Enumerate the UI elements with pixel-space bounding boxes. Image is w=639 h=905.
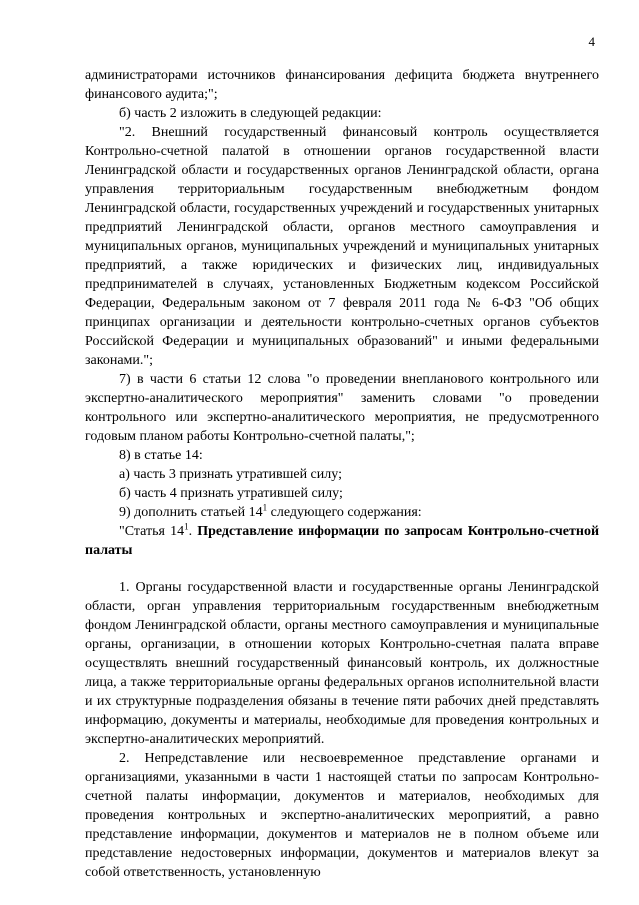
document-body [85,66,599,882]
paragraph-item-9 [85,503,599,522]
page-number: 4 [588,34,595,49]
article-dot: . [188,524,198,539]
article-prefix: "Статья 14 [119,524,185,539]
item-9-text: 9) дополнить статьей 14 [119,505,263,520]
paragraph-item-8b: б) часть 4 признать утратившей силу; [119,486,343,501]
paragraph-item-7: 7) в части 6 статьи 12 слова "о проведении внепланового контрольного или экспертно-аналитического мероприятия" заменить словами "о проведении контрольного или экспертно-аналитического мероприятия, не предусмотренного годовым планом работы Контрольно-счетной палаты,"; [85,372,599,444]
paragraph-continuation: администраторами источников финансирования дефицита бюджета внутреннего финансового аудита;"; [85,68,599,102]
paragraph-article-part-1: 1. Органы государственной власти и государственные органы Ленинградской области, орган управления территориальным государственным внебюджетным фондом Ленинградской области, органы местного самоуправления и муниципальные органы, организации, в отношении которых Контрольно-счетная палата вправе осуществлять внешний государственный финансовый контроль, их должностные лица, а также территориальные органы федеральных органов исполнительной власти и их структурные подразделения обязаны в течение пяти рабочих дней представлять информацию, документы и материалы, необходимые для проведения контрольных и экспертно-аналитических мероприятий. [85,580,599,747]
item-9-tail: следующего содержания: [267,505,422,520]
paragraph-item-8a: а) часть 3 признать утратившей силу; [119,467,342,482]
paragraph-item-8: 8) в статье 14: [119,448,203,463]
paragraph-article-part-2: 2. Непредставление или несвоевременное представление органами и организациями, указанными в части 1 настоящей статьи по запросам Контрольно-счетной палаты информации, документов и материалов, необходимых для проведения контрольных и экспертно-аналитических мероприятий, а равно представление информации, документов и материалов не в полном объеме или представление недостоверных информации, документов и материалов влекут за собой ответственность, установленную [85,751,599,880]
item-9-superscript: 1 [262,502,268,513]
article-superscript: 1 [184,521,189,532]
spacer [85,560,599,578]
article-title: Представление информации по запросам Контрольно-счетной палаты [85,524,600,558]
article-heading [85,522,599,560]
paragraph-part-2-text: "2. Внешний государственный финансовый контроль осуществляется Контрольно-счетной палатой в отношении органов государственной власти Ленинградской области и государственных органов Ленинградской области, органа управления территориальным государственным внебюджетным фондом Ленинградской области, государственных учреждений и государственных унитарных предприятий Ленинградской области, органов местного самоуправления и муниципальных органов, муниципальных учреждений и муниципальных унитарных предприятий, а также юридических и физических лиц, индивидуальных предпринимателей в случаях, установленных Бюджетным кодексом Российской Федерации, Федеральным законом от 7 февраля 2011 года № 6-ФЗ "Об общих принципах организации и деятельности контрольно-счетных органов субъектов Российской Федерации и муниципальных образований" и иными федеральными законами."; [85,125,599,368]
paragraph-amend-part-2: б) часть 2 изложить в следующей редакции: [119,106,382,121]
